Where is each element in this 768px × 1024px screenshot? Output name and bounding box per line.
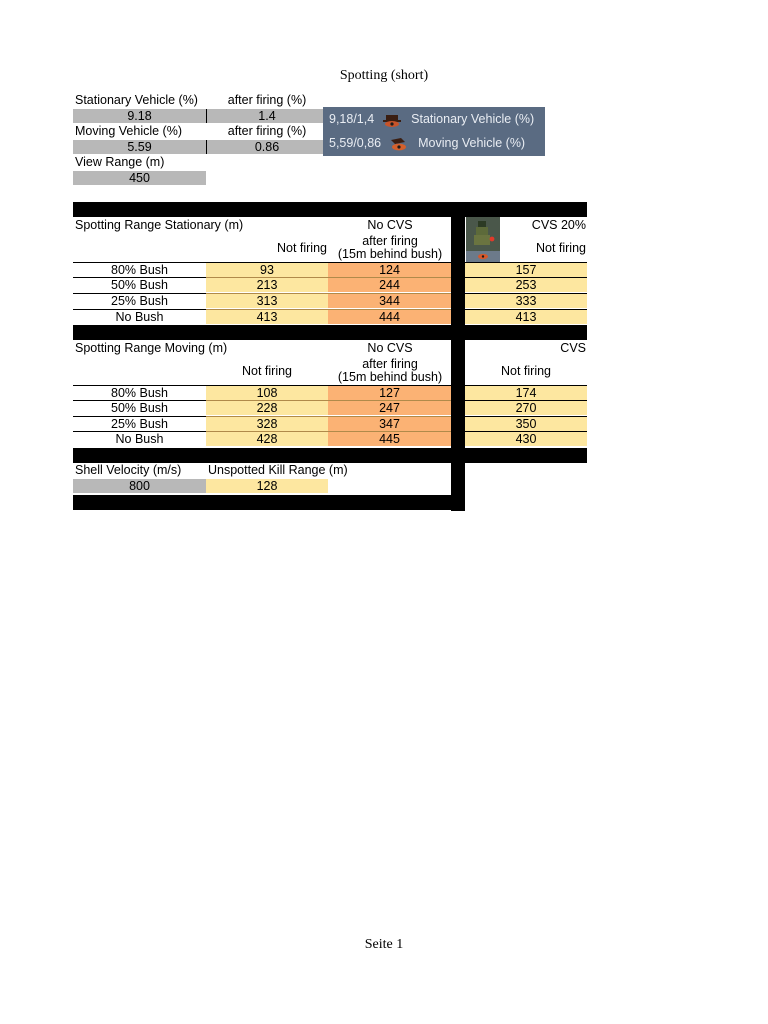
stationary-col-not-firing: Not firing [276, 241, 327, 255]
badge-stationary-values: 9,18/1,4 [329, 112, 375, 126]
stationary-row-label: 80% Bush [111, 263, 168, 277]
stationary-col-cvs-not-firing: Not firing [535, 241, 586, 255]
moving-col-after-firing-note: (15m behind bush) [337, 370, 443, 384]
moving-not-firing-value: 328 [206, 417, 328, 431]
unspotted-kill-range-label: Unspotted Kill Range (m) [208, 463, 348, 477]
moving-row-label: No Bush [115, 432, 164, 446]
view-range-value[interactable]: 450 [73, 171, 206, 185]
separator-bar [73, 448, 587, 463]
stationary-cvs-label: CVS 20% [531, 218, 586, 232]
stationary-after-firing-value: 344 [328, 294, 451, 308]
page-footer: Seite 1 [364, 937, 404, 952]
stationary-cvs-value: 413 [465, 310, 587, 324]
stationary-col-after-firing-note: (15m behind bush) [337, 247, 443, 261]
cvs-equipment-image [466, 217, 500, 262]
stationary-row-label: No Bush [115, 310, 164, 324]
spy-hat-icon [382, 112, 404, 128]
separator-bar [73, 202, 587, 217]
moving-cvs-value: 270 [465, 401, 587, 415]
stationary-after-firing-label: after firing (%) [227, 93, 307, 107]
stationary-row-label: 25% Bush [111, 294, 168, 308]
stationary-no-cvs-label: No CVS [367, 218, 413, 232]
moving-heading: Spotting Range Moving (m) [75, 341, 228, 355]
moving-row-label: 25% Bush [111, 417, 168, 431]
stationary-cvs-value: 333 [465, 294, 587, 308]
stationary-row-label: 50% Bush [111, 278, 168, 292]
moving-after-firing-label: after firing (%) [227, 124, 307, 138]
shell-velocity-value[interactable]: 800 [73, 479, 206, 493]
stationary-not-firing-value: 413 [206, 310, 328, 324]
moving-col-cvs-not-firing: Not firing [500, 364, 552, 378]
badge-moving-values: 5,59/0,86 [329, 136, 382, 150]
moving-row-label: 50% Bush [111, 401, 168, 415]
unspotted-kill-range-value: 128 [206, 479, 328, 493]
shell-velocity-label: Shell Velocity (m/s) [75, 463, 182, 477]
stationary-vehicle-label: Stationary Vehicle (%) [75, 93, 198, 107]
separator-bar [73, 325, 587, 340]
moving-vehicle-value[interactable]: 5.59 [73, 140, 206, 154]
moving-after-firing-value: 347 [328, 417, 451, 431]
stationary-not-firing-value: 213 [206, 278, 328, 292]
moving-row-label: 80% Bush [111, 386, 168, 400]
moving-col-not-firing: Not firing [241, 364, 293, 378]
separator-column [451, 217, 465, 511]
page-title: Spotting (short) [339, 68, 429, 83]
moving-cvs-value: 430 [465, 432, 587, 446]
moving-after-firing-value[interactable]: 0.86 [207, 140, 327, 154]
stationary-heading: Spotting Range Stationary (m) [75, 218, 244, 232]
stationary-after-firing-value: 124 [328, 263, 451, 277]
moving-after-firing-value: 445 [328, 432, 451, 446]
moving-eye-icon [389, 136, 411, 152]
moving-not-firing-value: 228 [206, 401, 328, 415]
stationary-after-firing-value[interactable]: 1.4 [207, 109, 327, 123]
moving-no-cvs-label: No CVS [367, 341, 413, 355]
view-range-label: View Range (m) [75, 155, 165, 169]
moving-vehicle-label: Moving Vehicle (%) [75, 124, 182, 138]
stationary-cvs-value: 157 [465, 263, 587, 277]
badge-moving-label: Moving Vehicle (%) [418, 136, 526, 150]
stationary-not-firing-value: 313 [206, 294, 328, 308]
moving-after-firing-value: 247 [328, 401, 451, 415]
stationary-after-firing-value: 444 [328, 310, 451, 324]
stationary-vehicle-value[interactable]: 9.18 [73, 109, 206, 123]
moving-col-after-firing: after firing [362, 357, 418, 371]
game-spotting-badge [323, 107, 545, 156]
stationary-after-firing-value: 244 [328, 278, 451, 292]
stationary-col-after-firing: after firing [362, 234, 418, 248]
moving-cvs-label: CVS [560, 341, 586, 355]
stationary-cvs-value: 253 [465, 278, 587, 292]
moving-not-firing-value: 428 [206, 432, 328, 446]
moving-cvs-value: 174 [465, 386, 587, 400]
moving-not-firing-value: 108 [206, 386, 328, 400]
stationary-not-firing-value: 93 [206, 263, 328, 277]
moving-after-firing-value: 127 [328, 386, 451, 400]
separator-bar [73, 495, 465, 510]
badge-stationary-label: Stationary Vehicle (%) [411, 112, 535, 126]
moving-cvs-value: 350 [465, 417, 587, 431]
